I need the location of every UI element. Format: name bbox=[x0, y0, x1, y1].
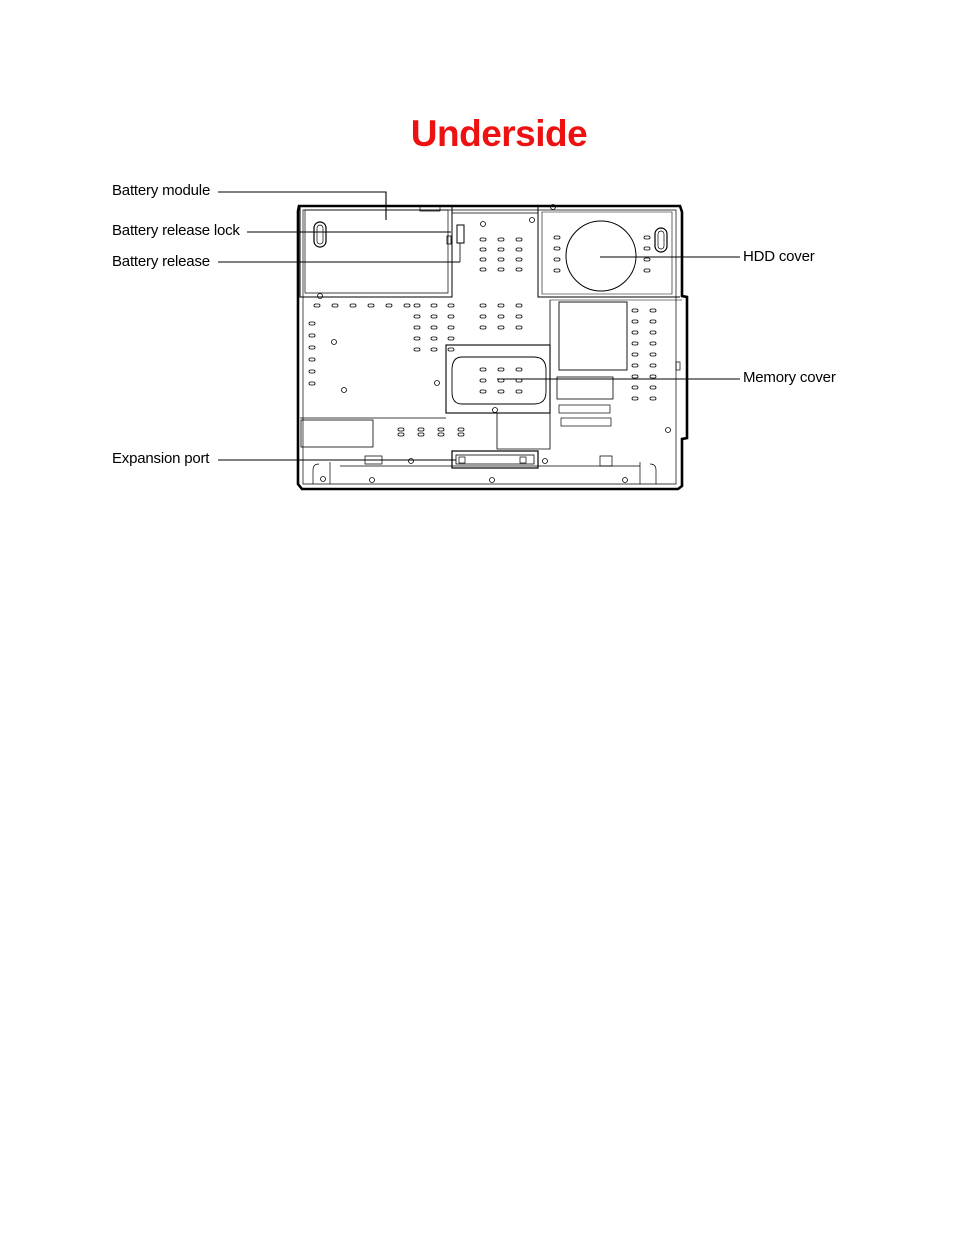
vent-slot bbox=[458, 433, 464, 436]
vent-slot bbox=[368, 304, 374, 307]
vent-slot bbox=[480, 379, 486, 382]
vent-slot bbox=[644, 258, 650, 261]
vent-slot bbox=[480, 390, 486, 393]
vent-slot bbox=[314, 304, 320, 307]
page-title: Underside bbox=[410, 113, 588, 154]
vent-slot bbox=[644, 247, 650, 250]
vent-slot bbox=[431, 348, 437, 351]
expansion-port-connector bbox=[452, 451, 538, 468]
vent-slot bbox=[632, 331, 638, 334]
vent-slot bbox=[498, 268, 504, 271]
vent-slot bbox=[498, 304, 504, 307]
vent-slot bbox=[414, 348, 420, 351]
vent-slot bbox=[431, 337, 437, 340]
vent-slot bbox=[516, 326, 522, 329]
vent-slot bbox=[516, 248, 522, 251]
vent-slot bbox=[632, 397, 638, 400]
vent-slot bbox=[448, 326, 454, 329]
vent-slot bbox=[309, 382, 315, 385]
vent-slot bbox=[309, 322, 315, 325]
vent-slot bbox=[309, 370, 315, 373]
vent-slot bbox=[438, 428, 444, 431]
vent-slot bbox=[418, 428, 424, 431]
vent-slot bbox=[350, 304, 356, 307]
vent-slot bbox=[309, 346, 315, 349]
vent-slot bbox=[516, 238, 522, 241]
vent-slot bbox=[414, 315, 420, 318]
vent-slot bbox=[554, 247, 560, 250]
label-battery-release-lock: Battery release lock bbox=[112, 222, 240, 239]
vent-slot bbox=[480, 238, 486, 241]
vent-slot bbox=[386, 304, 392, 307]
vent-slot bbox=[650, 309, 656, 312]
memory-cover-panel bbox=[446, 300, 682, 449]
vent-slot bbox=[516, 315, 522, 318]
vent-slot bbox=[650, 331, 656, 334]
vent-slot bbox=[498, 390, 504, 393]
vent-slot bbox=[404, 304, 410, 307]
label-expansion-port: Expansion port bbox=[112, 450, 210, 467]
vent-slot bbox=[498, 368, 504, 371]
battery-release-lock-icon bbox=[447, 225, 464, 262]
vent-slot bbox=[480, 258, 486, 261]
vent-slot bbox=[398, 433, 404, 436]
vent-slot bbox=[414, 304, 420, 307]
vent-slot bbox=[650, 397, 656, 400]
vent-slot bbox=[448, 315, 454, 318]
vent-slot bbox=[632, 320, 638, 323]
vent-slot bbox=[516, 268, 522, 271]
vent-slot bbox=[309, 334, 315, 337]
hdd-cover-panel bbox=[538, 206, 680, 297]
vent-slot bbox=[309, 358, 315, 361]
vent-slot bbox=[458, 428, 464, 431]
vent-slot bbox=[650, 320, 656, 323]
vent-slot bbox=[516, 258, 522, 261]
vent-slot bbox=[431, 326, 437, 329]
vent-slot bbox=[644, 269, 650, 272]
vent-slot bbox=[480, 304, 486, 307]
vent-slot bbox=[431, 315, 437, 318]
vent-slot bbox=[632, 309, 638, 312]
screw-holes bbox=[318, 205, 671, 483]
vent-slot bbox=[498, 238, 504, 241]
vent-slot bbox=[448, 337, 454, 340]
vent-slot bbox=[431, 304, 437, 307]
vent-slot bbox=[438, 433, 444, 436]
chassis-outline bbox=[298, 206, 687, 489]
vent-slot bbox=[516, 304, 522, 307]
vent-slot bbox=[650, 353, 656, 356]
vent-slot bbox=[480, 368, 486, 371]
vent-slot bbox=[480, 248, 486, 251]
label-hdd-cover: HDD cover bbox=[743, 248, 815, 265]
vent-slot bbox=[498, 315, 504, 318]
vent-slot bbox=[632, 353, 638, 356]
vent-slot bbox=[516, 390, 522, 393]
vent-slot bbox=[650, 386, 656, 389]
label-battery-module: Battery module bbox=[112, 182, 211, 199]
vent-slots bbox=[309, 236, 656, 436]
vent-slot bbox=[644, 236, 650, 239]
vent-slot bbox=[632, 386, 638, 389]
vent-slot bbox=[498, 248, 504, 251]
label-memory-cover: Memory cover bbox=[743, 369, 836, 386]
vent-slot bbox=[650, 364, 656, 367]
vent-slot bbox=[332, 304, 338, 307]
vent-slot bbox=[480, 326, 486, 329]
vent-slot bbox=[448, 304, 454, 307]
vent-slot bbox=[554, 258, 560, 261]
vent-slot bbox=[650, 375, 656, 378]
vent-slot bbox=[418, 433, 424, 436]
vent-slot bbox=[448, 348, 454, 351]
vent-slot bbox=[480, 315, 486, 318]
vent-slot bbox=[414, 326, 420, 329]
vent-slot bbox=[516, 368, 522, 371]
vent-slot bbox=[632, 364, 638, 367]
vent-slot bbox=[632, 342, 638, 345]
vent-slot bbox=[554, 236, 560, 239]
label-battery-release: Battery release bbox=[112, 253, 210, 270]
vent-slot bbox=[650, 342, 656, 345]
battery-module-panel bbox=[300, 206, 452, 297]
vent-slot bbox=[498, 258, 504, 261]
leader-lines bbox=[218, 192, 740, 460]
vent-slot bbox=[632, 375, 638, 378]
vent-slot bbox=[480, 268, 486, 271]
vent-slot bbox=[554, 269, 560, 272]
vent-slot bbox=[414, 337, 420, 340]
vent-slot bbox=[398, 428, 404, 431]
vent-slot bbox=[498, 326, 504, 329]
